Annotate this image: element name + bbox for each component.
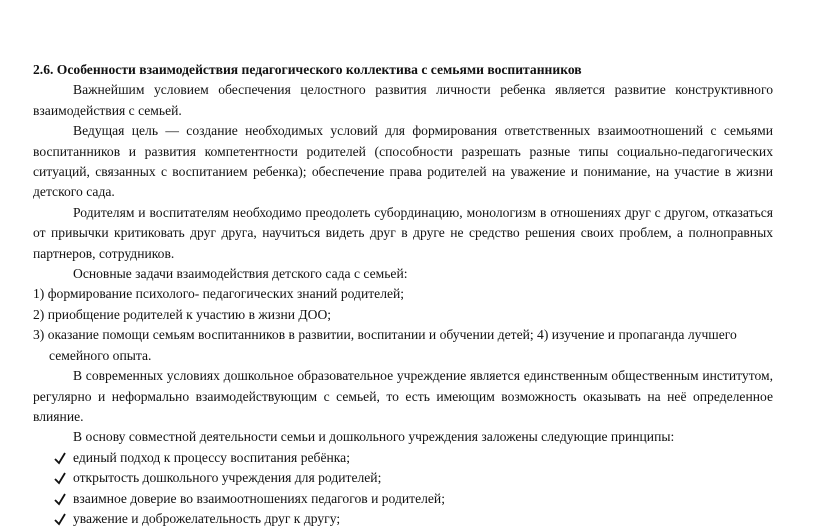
paragraph-tasks-intro: Основные задачи взаимодействия детского сада с семьей: bbox=[73, 266, 408, 282]
document-page bbox=[33, 60, 773, 529]
list-item bbox=[33, 509, 773, 529]
principle-text: открытость дошкольного учреждения для родителей; bbox=[73, 470, 382, 486]
checkmark-icon bbox=[53, 448, 67, 468]
section-heading: 2.6. Особенности взаимодействия педагогического коллектива с семьями воспитанников bbox=[33, 62, 582, 77]
list-item: 3) оказание помощи семьям воспитанников в развитии, воспитании и обучении детей; 4) изучение и пропаганда лучшего семейного опыта. bbox=[33, 327, 737, 363]
paragraph-principles-intro: В основу совместной деятельности семьи и дошкольного учреждения заложены следующие принципы: bbox=[73, 429, 675, 445]
principles-list bbox=[33, 448, 773, 529]
list-item: 2) приобщение родителей к участию в жизни ДОО; bbox=[33, 306, 332, 322]
list-item bbox=[33, 489, 773, 509]
checkmark-icon bbox=[53, 509, 67, 529]
list-item bbox=[33, 468, 773, 488]
principle-text: единый подход к процессу воспитания ребёнка; bbox=[73, 449, 350, 465]
paragraph-partnership: Родителям и воспитателям необходимо преодолеть субординацию, монологизм в отношениях друг с другом, отказаться от привычки критиковать друг друга, научиться видеть друг в друге не средство решения своих проблем, а полноправных партнеров, сотрудников. bbox=[33, 204, 773, 261]
paragraph-intro: Важнейшим условием обеспечения целостного развития личности ребенка является развитие конструктивного взаимодействия с семьей. bbox=[33, 82, 773, 118]
list-item bbox=[33, 448, 773, 468]
checkmark-icon bbox=[53, 468, 67, 488]
list-item: 1) формирование психолого- педагогических знаний родителей; bbox=[33, 286, 405, 302]
principle-text: уважение и доброжелательность друг к другу; bbox=[73, 510, 341, 526]
paragraph-goal: Ведущая цель — создание необходимых условий для формирования ответственных взаимоотношений с семьями воспитанников и развития компетентности родителей (способности разрешать разные типы социально-педагогических ситуаций, связанных с воспитанием ребенка); обеспечение права родителей на уважение и понимание, на участие в жизни детского сада. bbox=[33, 123, 773, 200]
paragraph-modern-conditions: В современных условиях дошкольное образовательное учреждение является единственным общественным институтом, регулярно и неформально взаимодействующим с семьей, то есть имеющим возможность оказывать на неё определенное влияние. bbox=[33, 368, 773, 424]
tasks-list bbox=[33, 284, 773, 366]
checkmark-icon bbox=[53, 489, 67, 509]
principle-text: взаимное доверие во взаимоотношениях педагогов и родителей; bbox=[73, 490, 445, 506]
